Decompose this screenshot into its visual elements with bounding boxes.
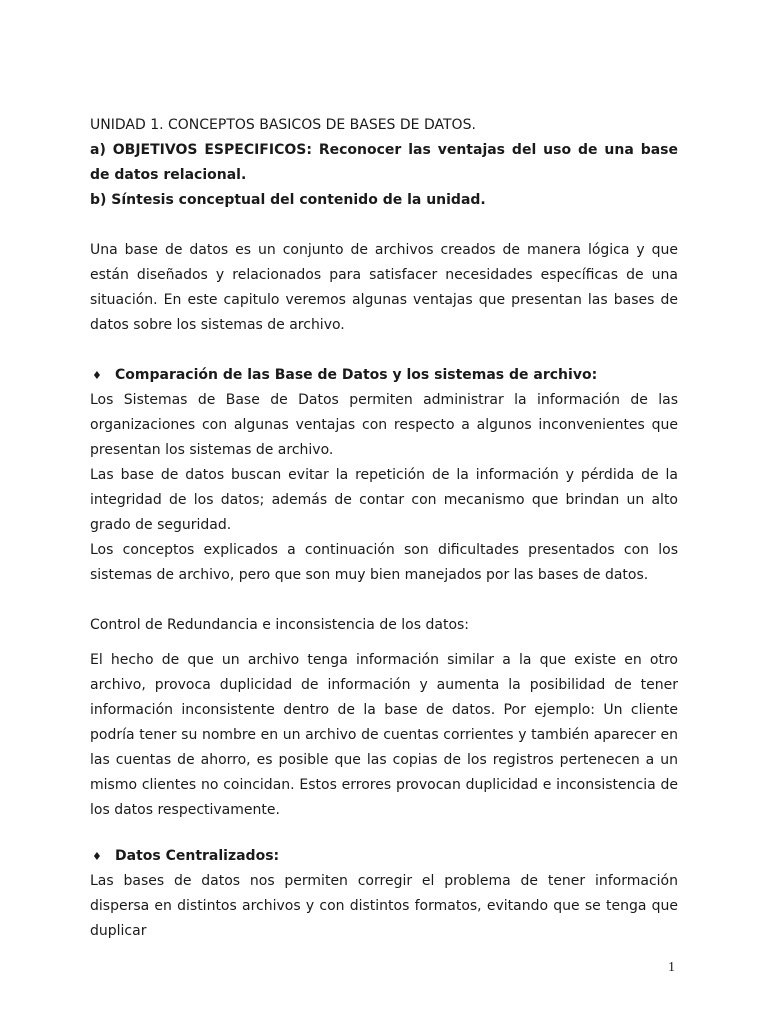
spacer [90, 213, 678, 238]
redundancy-paragraph: El hecho de que un archivo tenga información similar a la que existe en otro archivo, provoca duplicidad de información y aumenta la posibilidad de tener información inconsistente dentro de la base de datos. Por ejemplo: Un cliente podría tener su nombre en un archivo de cuentas corrientes y también aparecer en las cuentas de ahorro, es posible que las copias de los registros pertenecen a un mismo clientes no coincidan. Estos errores provocan duplicidad e inconsistencia de los datos respectivamente. [90, 652, 678, 818]
redundancy-title: Control de Redundancia e inconsistencia de los datos: [90, 617, 470, 633]
spacer [90, 638, 678, 648]
intro-paragraph: Una base de datos es un conjunto de archivos creados de manera lógica y que están diseñados y relacionados para satisfacer necesidades específicas de una situación. En este capitulo veremos algunas ventajas que presentan las bases de datos sobre los sistemas de archivo. [90, 242, 678, 333]
spacer [90, 338, 678, 363]
comparison-paragraph-3: Los conceptos explicados a continuación son dificultades presentados con los sistemas de archivo, pero que son muy bien manejados por las bases de datos. [90, 542, 678, 583]
objective-b: b) Síntesis conceptual del contenido de la unidad. [90, 192, 486, 208]
spacer [90, 823, 678, 844]
section-centralized-title-text: Datos Centralizados: [115, 848, 280, 864]
centralized-paragraph: Las bases de datos nos permiten corregir el problema de tener información dispersa en distintos archivos y con distintos formatos, evitando que se tenga que duplicar [90, 873, 678, 939]
diamond-bullet-icon: ♦ [92, 369, 102, 382]
page-number: 1 [668, 960, 675, 975]
section-comparison-title-text: Comparación de las Base de Datos y los sistemas de archivo: [115, 367, 598, 383]
unit-title: UNIDAD 1. CONCEPTOS BASICOS DE BASES DE DATOS. [90, 117, 476, 133]
document-body [90, 113, 678, 944]
diamond-bullet-icon: ♦ [92, 850, 102, 863]
section-comparison-title [90, 363, 678, 388]
objective-a: a) OBJETIVOS ESPECIFICOS: Reconocer las ventajas del uso de una base de datos relacional. [90, 142, 678, 183]
spacer [90, 588, 678, 613]
comparison-paragraph-1: Los Sistemas de Base de Datos permiten administrar la información de las organizaciones con algunas ventajas con respecto a algunos inconvenientes que presentan los sistemas de archivo. [90, 392, 678, 458]
section-centralized-title [90, 844, 678, 869]
comparison-paragraph-2: Las base de datos buscan evitar la repetición de la información y pérdida de la integridad de los datos; además de contar con mecanismo que brindan un alto grado de seguridad. [90, 467, 678, 533]
